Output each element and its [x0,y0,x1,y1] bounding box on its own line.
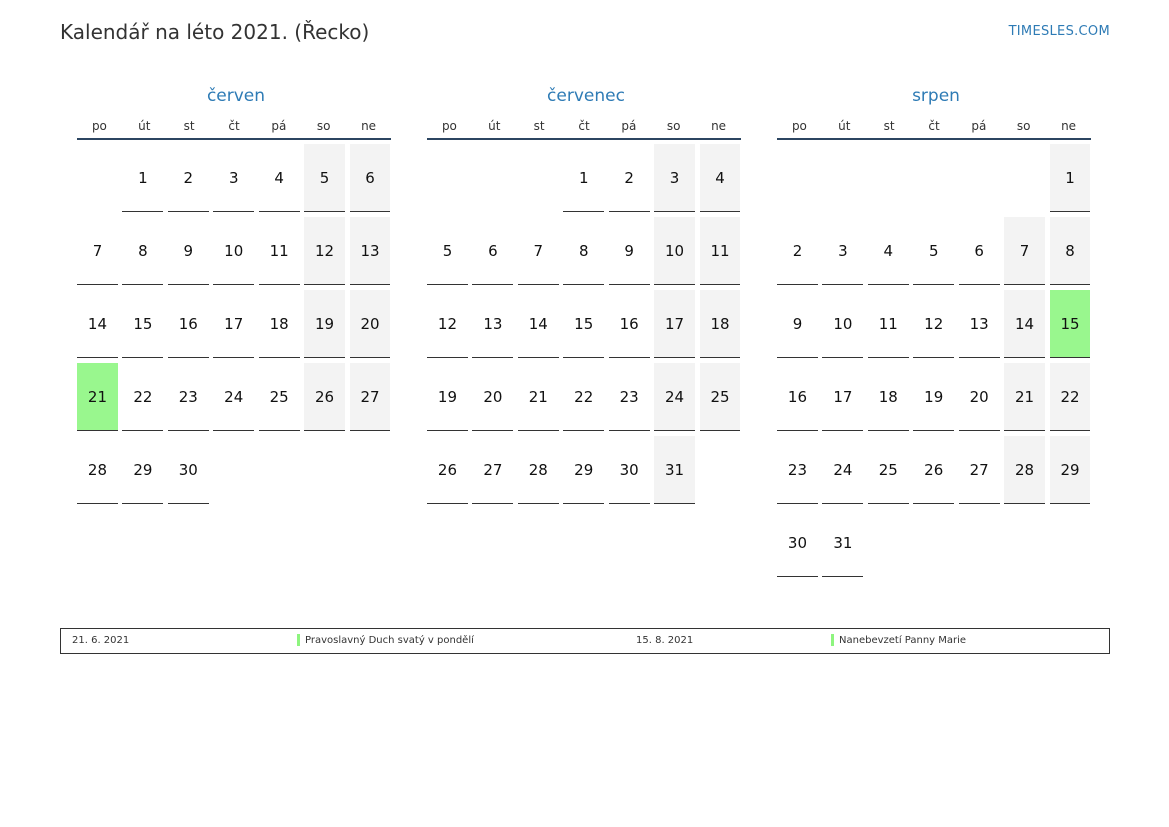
day-cell: 12 [304,217,345,285]
day-cell: 14 [77,290,118,358]
week-row [427,436,745,509]
day-cell: 9 [777,290,818,358]
day-cell: 28 [518,436,559,504]
day-cell: 7 [1004,217,1045,285]
day-cell: 6 [350,144,391,212]
month-2 [427,82,745,509]
weekday-label: čt [578,119,590,133]
week-row [77,436,395,509]
empty-day-cell [213,436,254,503]
holiday-day-cell: 21 [77,363,118,431]
week-row [427,290,745,363]
day-cell: 14 [1004,290,1045,358]
weekday-label: pá [621,119,637,133]
day-cell: 4 [868,217,909,285]
day-cell: 2 [609,144,650,212]
page-title: Kalendář na léto 2021. (Řecko) [60,20,370,44]
day-cell: 28 [1004,436,1045,504]
day-cell: 6 [472,217,513,285]
day-cell: 30 [609,436,650,504]
day-cell: 5 [427,217,468,285]
day-cell: 15 [563,290,604,358]
day-cell: 18 [868,363,909,431]
empty-day-cell [518,144,559,211]
week-row [77,217,395,290]
weekday-label: so [316,119,331,133]
weekday-label: út [838,119,851,133]
holiday-legend [60,628,1110,654]
day-cell: 3 [654,144,695,212]
day-cell: 25 [700,363,741,431]
day-cell: 2 [777,217,818,285]
day-cell: 4 [700,144,741,212]
holiday-day-cell: 15 [1050,290,1091,358]
legend-color-mark-1 [297,634,300,646]
empty-day-cell [700,436,741,503]
empty-day-cell [304,436,345,503]
day-cell: 13 [959,290,1000,358]
month-1 [77,82,395,509]
empty-day-cell [868,144,909,211]
week-row [427,363,745,436]
day-cell: 4 [259,144,300,212]
week-row [777,217,1095,290]
day-cell: 1 [122,144,163,212]
day-cell: 5 [913,217,954,285]
day-cell: 26 [427,436,468,504]
legend-color-mark-2 [831,634,834,646]
month-name: červen [206,86,266,106]
day-cell: 7 [77,217,118,285]
empty-day-cell [77,144,118,211]
day-cell: 3 [213,144,254,212]
weekday-header [777,110,1091,140]
empty-day-cell [1004,144,1045,211]
day-cell: 8 [1050,217,1091,285]
weekday-label: čt [928,119,940,133]
day-cell: 24 [654,363,695,431]
weekday-label: po [441,119,457,133]
day-cell: 31 [654,436,695,504]
day-cell: 12 [427,290,468,358]
empty-day-cell [913,144,954,211]
empty-day-cell [913,509,954,576]
day-cell: 17 [213,290,254,358]
day-cell: 30 [777,509,818,577]
empty-day-cell [350,436,391,503]
weekday-label: pá [271,119,287,133]
day-cell: 24 [213,363,254,431]
day-cell: 21 [518,363,559,431]
month-name: červenec [547,86,625,106]
day-cell: 16 [609,290,650,358]
weekday-header [427,110,741,140]
legend-date-1: 21. 6. 2021 [72,635,130,646]
empty-day-cell [1004,509,1045,576]
weekday-label: po [791,119,807,133]
day-cell: 11 [700,217,741,285]
weekday-label: ne [1061,119,1077,133]
weekday-label: út [138,119,151,133]
day-cell: 16 [168,290,209,358]
day-cell: 18 [259,290,300,358]
day-cell: 9 [168,217,209,285]
weekday-label: so [1016,119,1031,133]
empty-day-cell [1050,509,1091,576]
day-cell: 22 [563,363,604,431]
empty-day-cell [959,144,1000,211]
legend-name-1: Pravoslavný Duch svatý v pondělí [305,635,474,646]
day-cell: 25 [259,363,300,431]
legend-date-2: 15. 8. 2021 [636,635,694,646]
empty-day-cell [822,144,863,211]
empty-day-cell [427,144,468,211]
weekday-label: čt [228,119,240,133]
week-row [427,217,745,290]
empty-day-cell [472,144,513,211]
day-cell: 22 [1050,363,1091,431]
day-cell: 6 [959,217,1000,285]
day-cell: 3 [822,217,863,285]
day-cell: 27 [472,436,513,504]
empty-day-cell [868,509,909,576]
day-cell: 15 [122,290,163,358]
day-cell: 23 [609,363,650,431]
legend-name-2: Nanebevzetí Panny Marie [839,635,967,646]
weekday-header [77,110,391,140]
day-cell: 13 [350,217,391,285]
day-cell: 28 [77,436,118,504]
day-cell: 8 [122,217,163,285]
week-row [777,509,1095,582]
day-cell: 25 [868,436,909,504]
day-cell: 26 [304,363,345,431]
day-cell: 10 [822,290,863,358]
week-row [777,436,1095,509]
day-cell: 26 [913,436,954,504]
day-cell: 27 [959,436,1000,504]
day-cell: 11 [259,217,300,285]
day-cell: 17 [654,290,695,358]
day-cell: 1 [1050,144,1091,212]
day-cell: 11 [868,290,909,358]
week-row [77,363,395,436]
day-cell: 29 [563,436,604,504]
day-cell: 14 [518,290,559,358]
empty-day-cell [959,509,1000,576]
day-cell: 16 [777,363,818,431]
day-cell: 27 [350,363,391,431]
day-cell: 19 [427,363,468,431]
day-cell: 29 [1050,436,1091,504]
day-cell: 24 [822,436,863,504]
day-cell: 19 [304,290,345,358]
day-cell: 5 [304,144,345,212]
day-cell: 10 [213,217,254,285]
day-cell: 10 [654,217,695,285]
week-row [427,144,745,217]
site-link[interactable]: TIMESLES.COM [1008,24,1110,39]
day-cell: 20 [959,363,1000,431]
day-cell: 29 [122,436,163,504]
week-row [77,290,395,363]
day-cell: 23 [168,363,209,431]
weekday-label: st [533,119,545,133]
week-row [777,144,1095,217]
day-cell: 20 [350,290,391,358]
weekday-label: po [91,119,107,133]
weekday-label: st [183,119,195,133]
month-3 [777,82,1095,582]
day-cell: 9 [609,217,650,285]
day-cell: 2 [168,144,209,212]
month-name: srpen [912,86,960,106]
day-cell: 19 [913,363,954,431]
weekday-label: so [666,119,681,133]
weekday-label: ne [361,119,377,133]
empty-day-cell [777,144,818,211]
week-row [777,290,1095,363]
empty-day-cell [259,436,300,503]
day-cell: 20 [472,363,513,431]
weekday-label: pá [971,119,987,133]
day-cell: 30 [168,436,209,504]
day-cell: 13 [472,290,513,358]
weekday-label: ne [711,119,727,133]
day-cell: 22 [122,363,163,431]
day-cell: 31 [822,509,863,577]
week-row [777,363,1095,436]
day-cell: 12 [913,290,954,358]
day-cell: 7 [518,217,559,285]
day-cell: 23 [777,436,818,504]
day-cell: 8 [563,217,604,285]
weekday-label: st [883,119,895,133]
weekday-label: út [488,119,501,133]
day-cell: 21 [1004,363,1045,431]
day-cell: 1 [563,144,604,212]
day-cell: 18 [700,290,741,358]
day-cell: 17 [822,363,863,431]
week-row [77,144,395,217]
